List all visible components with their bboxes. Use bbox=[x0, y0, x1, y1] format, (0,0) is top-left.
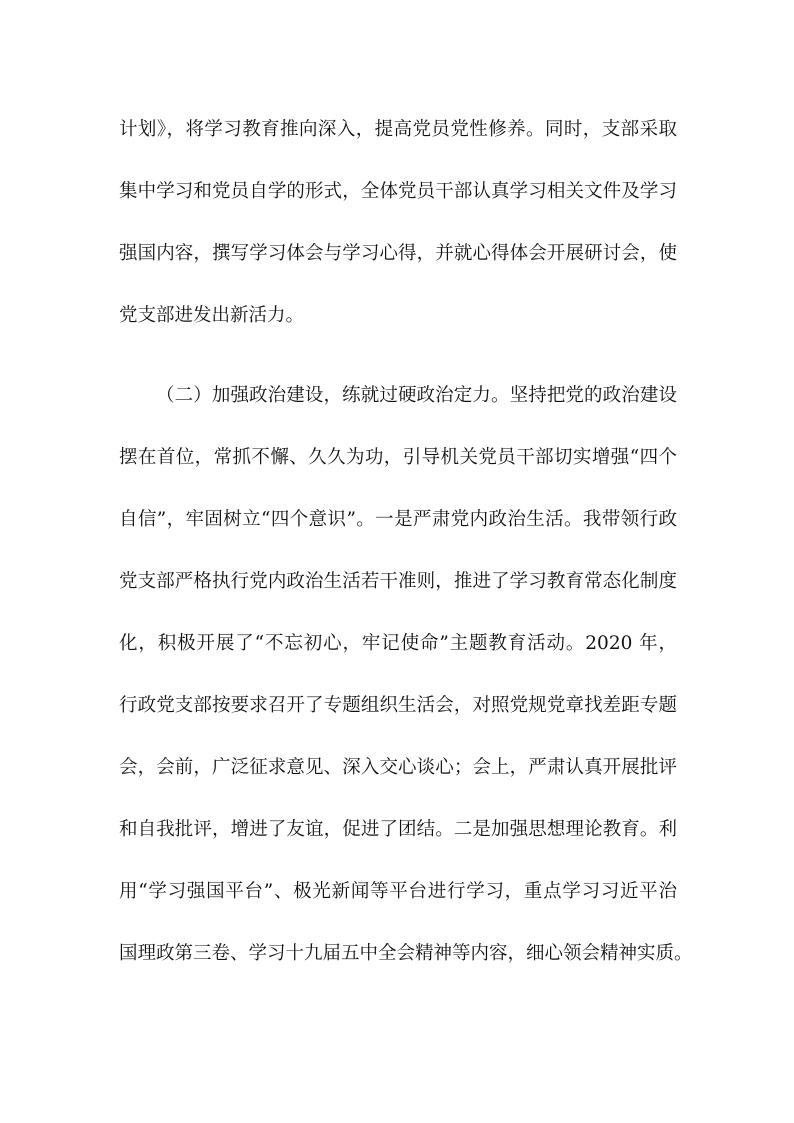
paragraph-line: 摆在首位，常抓不懈、久久为功，引导机关党员干部切实增强“四个 bbox=[119, 447, 677, 468]
paragraph-line: 党支部进发出新活力。 bbox=[119, 305, 305, 326]
paragraph-line: 党支部严格执行党内政治生活若干准则，推进了学习教育常态化制度 bbox=[119, 571, 677, 592]
paragraph-line: （二）加强政治建设，练就过硬政治定力。坚持把党的政治建设 bbox=[156, 385, 677, 406]
paragraph-line: 集中学习和党员自学的形式，全体党员干部认真学习相关文件及学习 bbox=[119, 181, 677, 202]
paragraph-line: 和自我批评，增进了友谊，促进了团结。二是加强思想理论教育。利 bbox=[119, 819, 677, 840]
paragraph-line: 强国内容，撰写学习体会与学习心得，并就心得体会开展研讨会，使 bbox=[119, 243, 677, 264]
paragraph-line: 国理政第三卷、学习十九届五中全会精神等内容，细心领会精神实质。 bbox=[119, 943, 693, 964]
paragraph-line: 用“学习强国平台”、极光新闻等平台进行学习，重点学习习近平治 bbox=[119, 881, 677, 902]
paragraph-line: 计划》，将学习教育推向深入，提高党员党性修养。同时，支部采取 bbox=[119, 119, 677, 140]
paragraph-line: 会，会前，广泛征求意见、深入交心谈心；会上，严肃认真开展批评 bbox=[119, 757, 677, 778]
paragraph-line: 化，积极开展了“不忘初心，牢记使命”主题教育活动。2020 年， bbox=[119, 633, 677, 654]
paragraph-line: 行政党支部按要求召开了专题组织生活会，对照党规党章找差距专题 bbox=[119, 695, 677, 716]
paragraph-line: 自信”，牢固树立“四个意识”。一是严肃党内政治生活。我带领行政 bbox=[119, 509, 677, 530]
